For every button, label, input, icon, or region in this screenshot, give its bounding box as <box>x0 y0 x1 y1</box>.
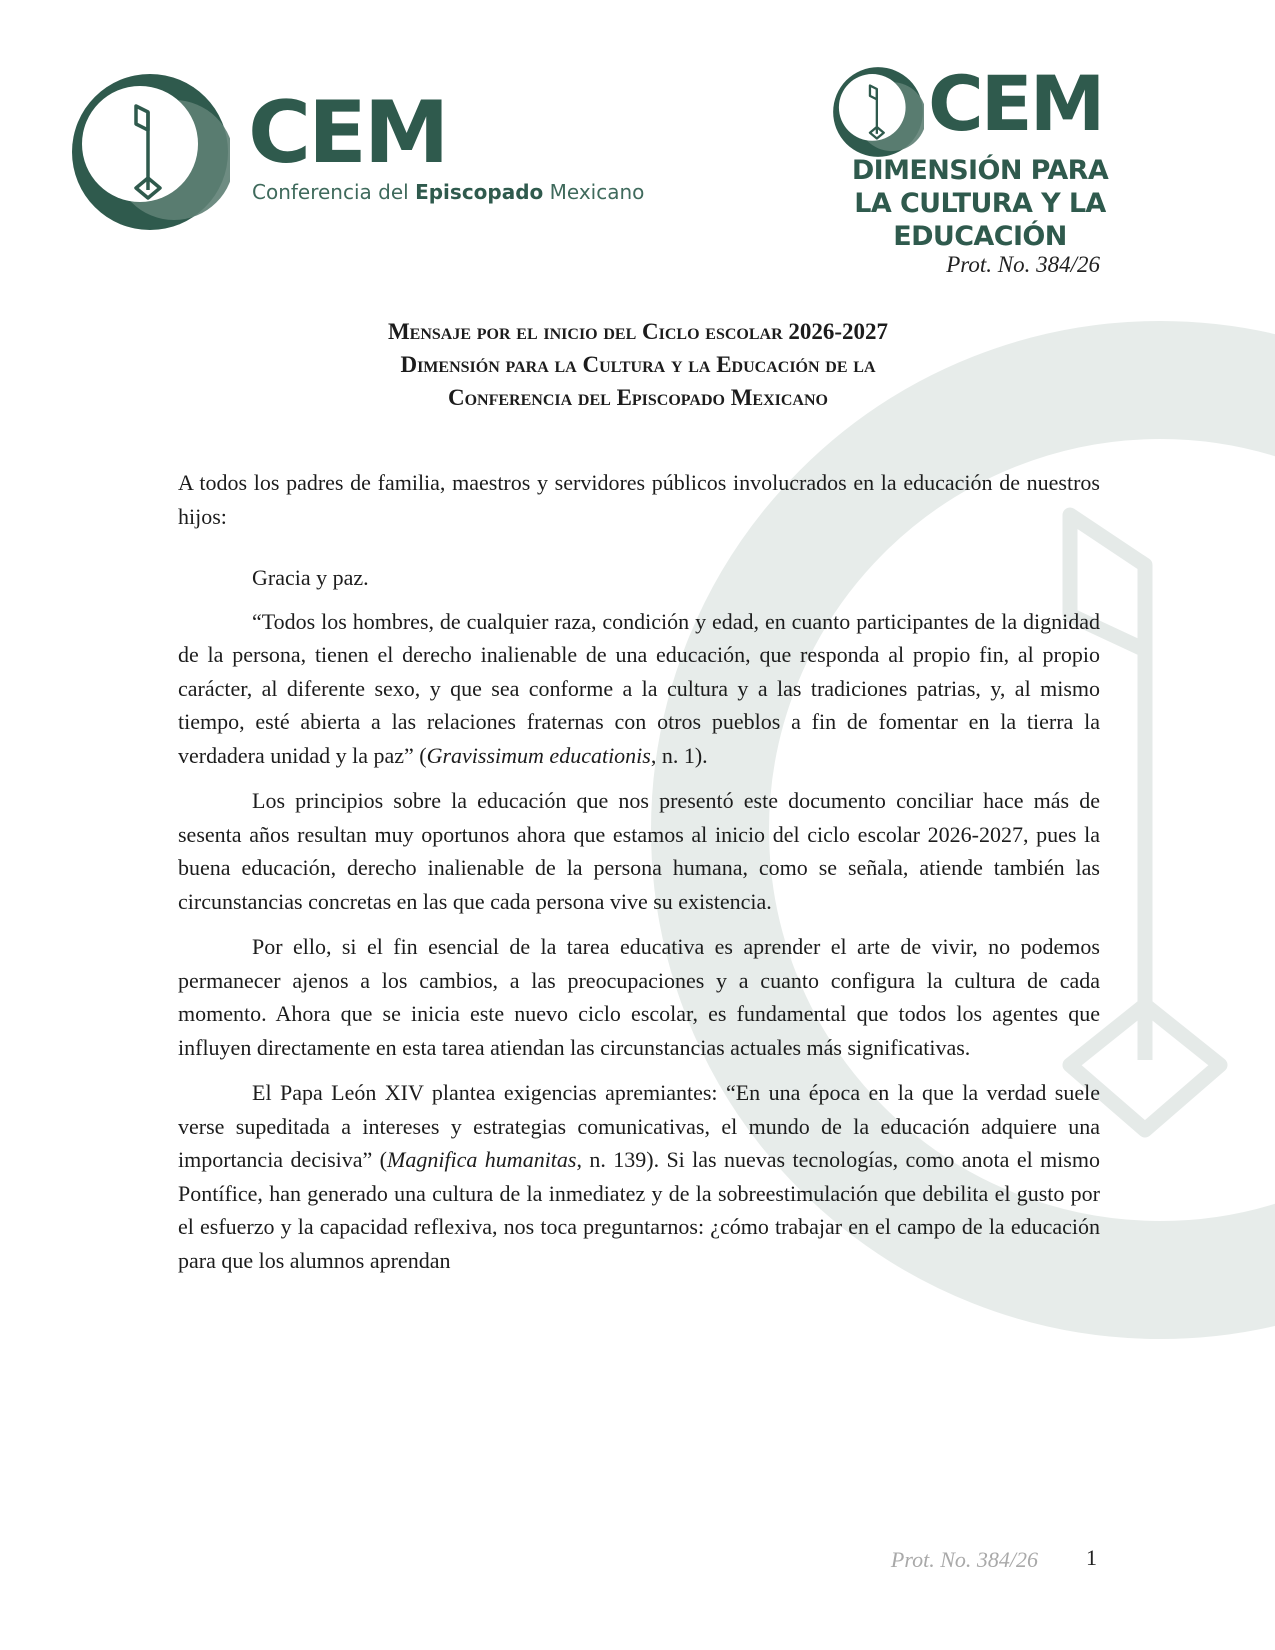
paragraph: Los principios sobre la educación que nos presentó este documento conciliar hace más de sesenta años resultan muy oportunos ahora que estamos al inicio del ciclo escolar 2026-2027, pues la buena educación, derecho inalienable de la persona humana, como se señala, atiende también las circunstancias concretas en las que cada persona vive su existencia. <box>178 788 1100 914</box>
paragraph: “Todos los hombres, de cualquier raza, condición y edad, en cuanto participantes de la dignidad de la persona, tienen el derecho inalienable de una educación, que responda al propio fin, al propio carácter, al diferente sexo, y que sea conforme a la cultura y a las tradiciones patrias, y, al mismo tiempo, esté abierta a las relaciones fraternas con otros pueblos a fin de fomentar en la tierra la verdadera unidad y la paz” (Gravissimum educationis, n. 1). <box>178 608 1100 768</box>
dimension-subtitle: DIMENSIÓN PARA LA CULTURA Y LA EDUCACIÓN <box>851 155 1109 252</box>
dimension-wordmark: CEM <box>928 59 1103 148</box>
title-line: Conferencia del Episcopado Mexicano <box>448 385 828 410</box>
cem-subtitle: Conferencia del Episcopado Mexicano <box>252 180 645 204</box>
title-line: Mensaje por el inicio del Ciclo escolar 2026-2027 <box>387 319 889 344</box>
cem-logo <box>70 72 645 232</box>
footer-protocol: Prot. No. 384/26 <box>890 1547 1038 1572</box>
paragraph: Por ello, si el fin esencial de la tarea educativa es aprender el arte de vivir, no podemos permanecer ajenos a los cambios, a las preocupaciones y a cuanto configura la cultura de cada momento. Ahora que se inicia este nuevo ciclo escolar, es fundamental que todos los agentes que influyen directamente en esta tarea atiendan las circunstancias actuales más significativas. <box>178 934 1100 1060</box>
cem-emblem-icon <box>70 72 230 232</box>
paragraph: El Papa León XIV plantea exigencias apremiantes: “En una época en la que la verdad suele verse supeditada a intereses y estrategias comunicativas, el mundo de la educación adquiere una importancia decisiva” (Magnifica humanitas, n. 139). Si las nuevas tecnologías, como anota el mismo Pontífice, han generado una cultura de la inmediatez y de la sobreestimulación que debilita el gusto por el esfuerzo y la capacidad reflexiva, nos toca preguntarnos: ¿cómo trabajar en el campo de la educación para que los alumnos aprendan <box>178 1080 1100 1273</box>
citation: Gravissimum educationis <box>426 742 651 768</box>
address-paragraph: A todos los padres de familia, maestros y servidores públicos involucrados en la educación de nuestros hijos: <box>178 470 1100 529</box>
cem-wordmark: CEM <box>248 83 447 183</box>
title-line: Dimensión para la Cultura y la Educación de la <box>400 352 876 377</box>
document-body <box>178 466 1100 1289</box>
greeting: Gracia y paz. <box>252 565 369 590</box>
citation: Magnifica humanitas <box>387 1147 577 1172</box>
dimension-emblem-icon <box>832 66 924 158</box>
protocol-number: Prot. No. 384/26 <box>946 252 1100 277</box>
dimension-logo <box>770 59 1210 252</box>
page-number: 1 <box>1086 1545 1097 1570</box>
document-title <box>175 315 1101 414</box>
